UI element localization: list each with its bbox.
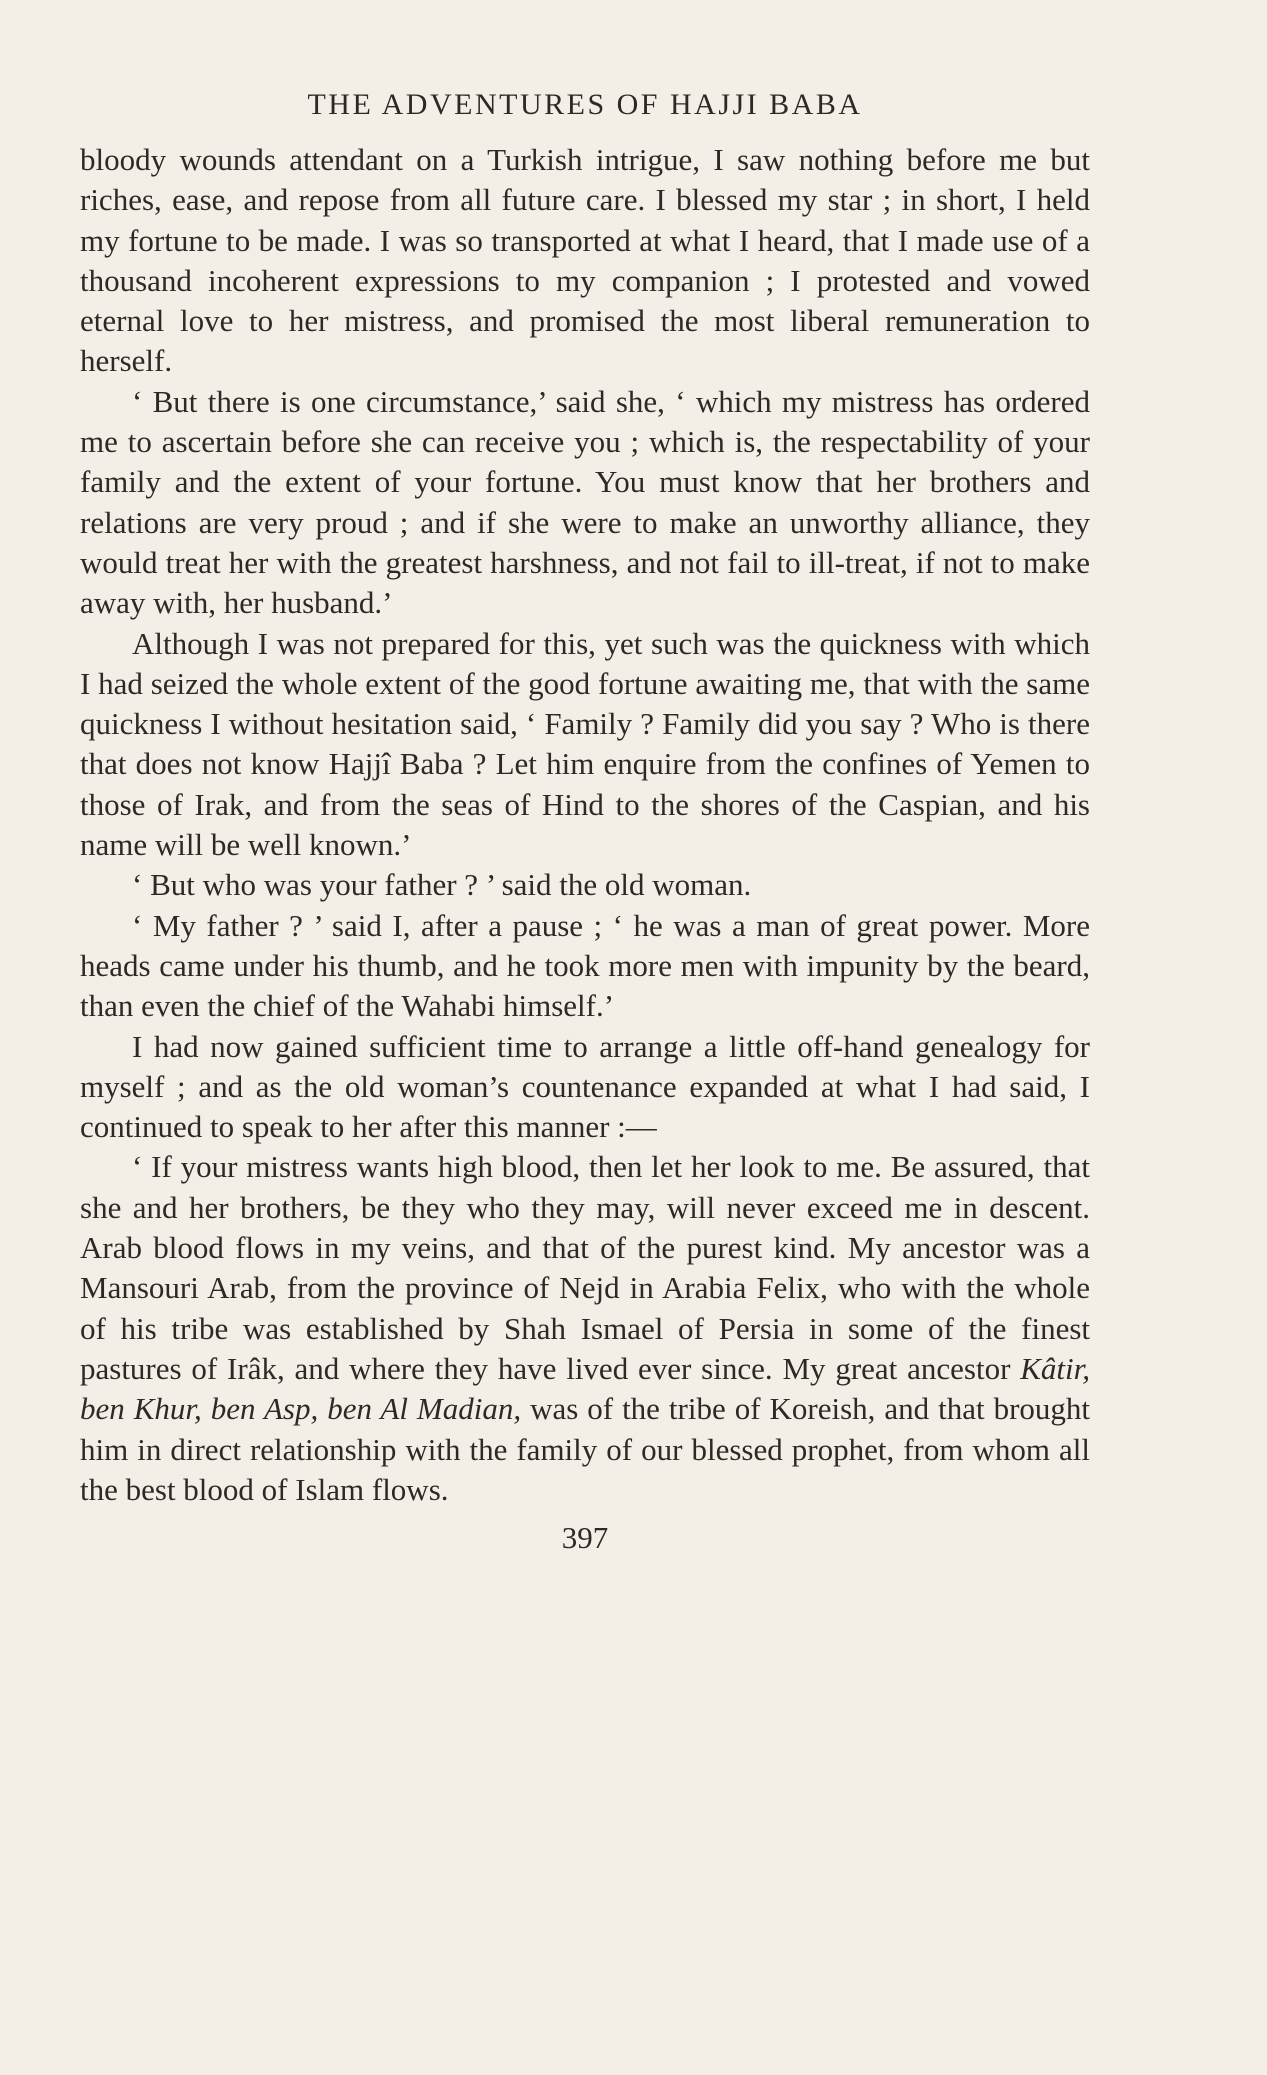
- italic-name-madian: ben Al Madian,: [327, 1391, 522, 1427]
- paragraph-4: ‘ But who was your father ? ’ said the old woman.: [132, 867, 752, 903]
- paragraph-1: bloody wounds attendant on a Turkish intrigue, I saw nothing before me but riches, ease, and repose from all future care. I blessed my star ; in short, I held my fortune to be made. I was so transported at what I heard, that I made use of a thousand incoherent expressions to my companion ; I protested and vowed eternal love to her mistress, and promised the most liberal remuneration to herself.: [80, 142, 1090, 379]
- italic-name-asp: ben Asp,: [210, 1391, 319, 1427]
- page-number: 397: [561, 1520, 609, 1556]
- book-page: [80, 78, 1090, 1564]
- paragraph-7-lead: ‘ If your mistress wants high blood, then let her look to me. Be assured, that she and her brothers, be they who they may, will never exceed me in descent. Arab blood flows in my veins, and that of the purest kind. My ancestor was a Mansouri Arab, from the province of Nejd in Arabia Felix, who with the whole of his tribe was established by Shah Ismael of Persia in some of the finest pastures of Irâk, and where they have lived ever since. My great ancestor: [80, 1149, 1090, 1386]
- italic-name-katir: Kâtir,: [1020, 1350, 1090, 1386]
- running-head: THE ADVENTURES OF HAJJI BABA: [307, 88, 863, 121]
- paragraph-7-tail: was of the tribe of Koreish, and that brought him in direct relationship with the family of our blessed prophet, from whom all the best blood of Islam flows.: [80, 1391, 1091, 1507]
- paragraph-6: I had now gained sufficient time to arrange a little off-hand genealogy for myself ; and as the old woman’s countenance expanded at what I had said, I continued to speak to her after this manner :—: [80, 1028, 1090, 1145]
- paragraph-3: Although I was not prepared for this, yet such was the quickness with which I had seized the whole extent of the good fortune awaiting me, that with the same quickness I without hesitation said, ‘ Family ? Family did you say ? Who is there that does not know Hajjî Baba ? Let him enquire from the confines of Yemen to those of Irak, and from the seas of Hind to the shores of the Caspian, and his name will be well known.’: [80, 625, 1090, 863]
- body-text: [80, 140, 1090, 1510]
- italic-name-khur: ben Khur,: [80, 1391, 202, 1427]
- paragraph-5: ‘ My father ? ’ said I, after a pause ; ‘ he was a man of great power. More heads came under his thumb, and he took more men with impunity by the beard, than even the chief of the Wahabi himself.’: [80, 907, 1090, 1024]
- paragraph-2: ‘ But there is one circumstance,’ said she, ‘ which my mistress has ordered me to ascertain before she can receive you ; which is, the respectability of your family and the extent of your fortune. You must know that her brothers and relations are very proud ; and if she were to make an unworthy alliance, they would treat her with the greatest harshness, and not fail to ill-treat, if not to make away with, her husband.’: [80, 383, 1090, 621]
- paragraph-7: [80, 1147, 1090, 1510]
